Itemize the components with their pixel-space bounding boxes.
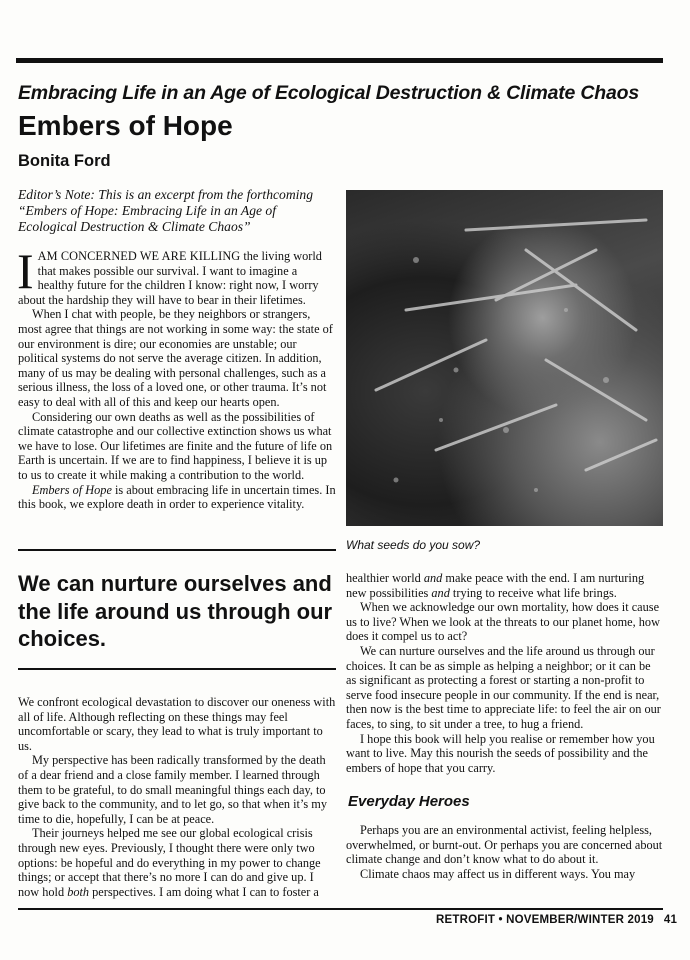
body-left-paragraph-3-text: Their journeys helped me see our global ecological crisis through new eyes. Previously, I thought there were only two options: be hopeful and do everything in my power to change things; or accept that there’s no more I can do and give up. I now hold xyxy=(18,826,321,899)
page-number: 41 xyxy=(663,914,678,926)
footer-publication: RETROFIT • NOVEMBER/WINTER 2019 xyxy=(436,914,654,926)
photo-caption: What seeds do you sow? xyxy=(346,538,481,552)
body-left-paragraph-2: My perspective has been radically transformed by the death of a dear friend and a close family member. I learned through them to be grateful, to do small meaningful things each day, to give back to the community, and to let go, so that when it’s my time to die, hopefully, I can be at peace. xyxy=(18,753,327,826)
intro-paragraph-1-text: the living world that makes possible our survival. I want to imagine a healthy future for the children I know: right now, I worry about the hardship they will have to bear in their lifetimes. xyxy=(18,249,322,307)
intro-paragraph-3: Considering our own deaths as well as the possibilities of climate catastrophe and our collective extinction shows us what we have to lose. Our lifetimes are finite and the future of life on Earth is uncertain. If we are to find happiness, I believe it is up to us to create it while making a contribution to the world. xyxy=(18,409,333,482)
emphasis-and-2: and xyxy=(431,585,450,600)
emphasis-and-1: and xyxy=(423,571,443,585)
intro-paragraph-4 xyxy=(18,483,336,512)
pullquote-rule-top xyxy=(18,549,336,551)
body-right-column xyxy=(346,571,663,775)
section-paragraph-2: Climate chaos may affect us in different ways. You may xyxy=(360,866,636,881)
book-title-italic: Embers of Hope xyxy=(32,482,112,497)
seeds-photo xyxy=(346,190,663,526)
pull-quote: We can nurture ourselves and the life around us through our choices. xyxy=(18,571,333,651)
body-left-paragraph-3 xyxy=(18,826,336,899)
article-title: Embers of Hope xyxy=(18,110,233,141)
lead-in-caps: AM CONCERNED WE ARE KILLING xyxy=(37,249,241,263)
body-right-paragraph-1-c: trying to receive what life brings. xyxy=(449,585,617,600)
top-rule xyxy=(16,58,663,63)
body-right-paragraph-1-b: make peace with the end. I am nurturing new possibilities xyxy=(346,571,645,600)
body-left-column xyxy=(18,695,336,899)
body-left-paragraph-3-end: perspectives. I am doing what I can to foster a xyxy=(89,884,319,899)
intro-column xyxy=(17,243,336,512)
body-right-paragraph-3: We can nurture ourselves and the life around us through our choices. It can be as simple as helping a neighbor; or it can be as significant as protecting a forest or starting a non-profit to serve food insecure people in our community. If the end is near, then now is the best time to appreciate life: to feel the air on our faces, to sing, to sit under a tree, to hug a friend. xyxy=(346,643,661,731)
section-column xyxy=(346,823,663,881)
seeds-photo-illustration xyxy=(346,190,663,526)
article-author: Bonita Ford xyxy=(18,152,111,170)
body-right-paragraph-4: I hope this book will help you realise or remember how you want to live. May this nourish the seeds of possibility and the embers of hope that you carry. xyxy=(346,731,655,775)
page-footer xyxy=(436,914,677,926)
intro-paragraph-2: When I chat with people, be they neighbors or strangers, most agree that things are not working in some way: the state of our environment is dire; our economies are unstable; our political systems do not serve the average citizen. In addition, many of us may be dealing with personal challenges, such as a serious illness, the loss of a loved one, or other trauma. It’s not easy to deal with all of this and keep our hearts open. xyxy=(18,307,333,409)
section-paragraph-1: Perhaps you are an environmental activist, feeling helpless, overwhelmed, or burnt-out. Or perhaps you are concerned about climate change and don’t know what to do about it. xyxy=(346,823,663,867)
editors-note: Editor’s Note: This is an excerpt from the forthcoming “Embers of Hope: Embracing Life in an Age of Ecological Destruction & Climate Chaos” xyxy=(18,187,314,235)
drop-cap: I xyxy=(17,243,34,299)
body-right-paragraph-1 xyxy=(346,571,663,600)
intro-paragraph-4-text: is about embracing life in uncertain times. In this book, we explore death in order to experience vitality. xyxy=(18,482,336,512)
footer-rule xyxy=(18,908,663,910)
section-subhead: Everyday Heroes xyxy=(348,793,470,810)
intro-paragraph-1 xyxy=(17,243,336,307)
body-right-paragraph-1-a: healthier world xyxy=(346,571,424,585)
body-right-paragraph-2: When we acknowledge our own mortality, how does it cause us to live? When we look at the threats to our planet home, how does it compel us to act? xyxy=(346,600,660,644)
pullquote-rule-bottom xyxy=(18,668,336,670)
body-left-paragraph-1: We confront ecological devastation to discover our oneness with all of life. Although reflecting on these things may feel uncomfortable or scary, they lead to what is truly important to us. xyxy=(18,695,336,753)
article-kicker: Embracing Life in an Age of Ecological Destruction & Climate Chaos xyxy=(18,82,640,104)
emphasis-both: both xyxy=(67,884,90,899)
